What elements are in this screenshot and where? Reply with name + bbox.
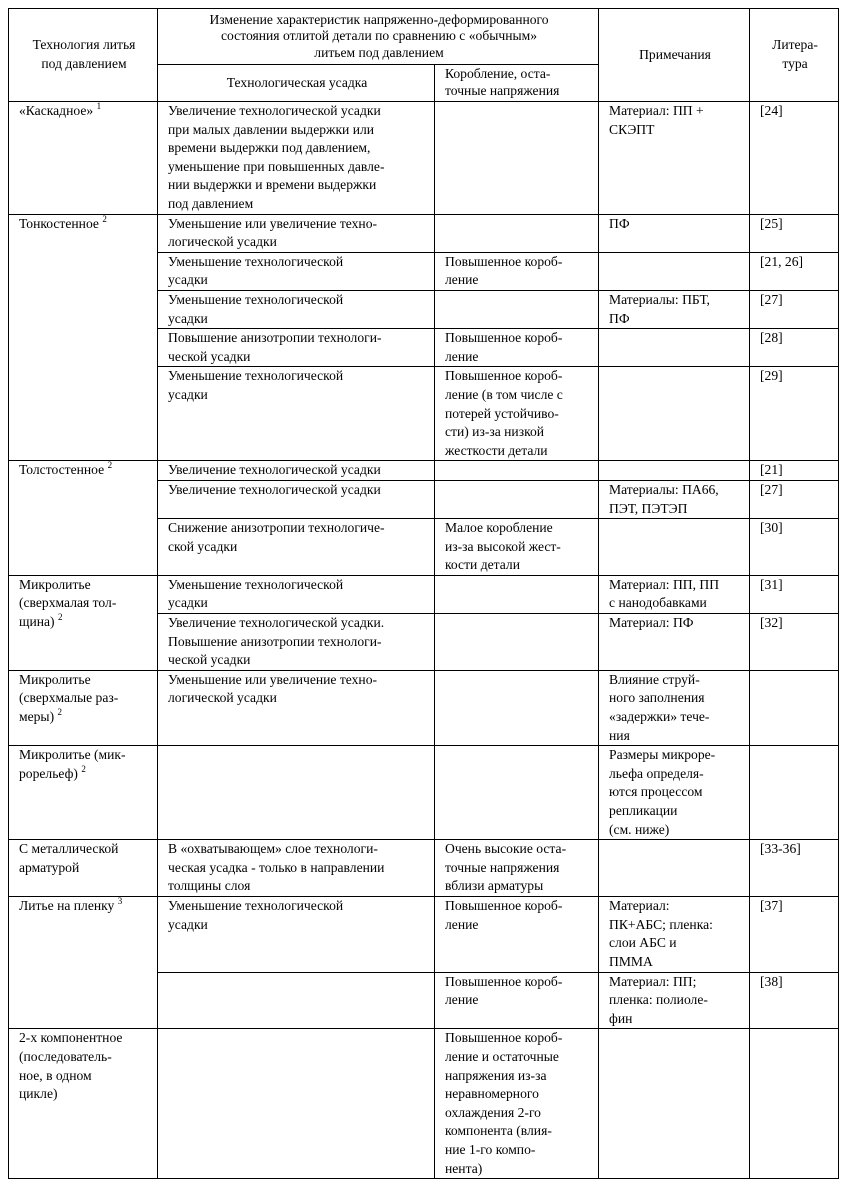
notes-cell [599, 840, 750, 897]
notes-cell: Материал: ПП + СКЭПТ [599, 102, 750, 215]
notes-cell [599, 252, 750, 290]
literature-cell: [27] [750, 290, 839, 328]
shrinkage-cell [158, 972, 435, 1029]
literature-cell: [37] [750, 897, 839, 972]
table-row [9, 746, 839, 840]
technology-text: 2-х компонентное (последователь- ное, в одном цикле) [19, 1030, 123, 1102]
warpage-cell [435, 102, 599, 215]
literature-cell: [21, 26] [750, 252, 839, 290]
footnote-mark: 2 [57, 707, 62, 718]
footnote-mark: 2 [81, 763, 86, 774]
shrinkage-cell: Повышение анизотропии технологи- ческой усадки [158, 329, 435, 367]
warpage-cell: Очень высокие оста- точные напряжения вблизи арматуры [435, 840, 599, 897]
literature-cell: [27] [750, 480, 839, 518]
warpage-cell [435, 670, 599, 745]
warpage-cell [435, 614, 599, 671]
technology-cell [9, 575, 158, 670]
technology-text: Микролитье (сверхмалая тол- щина) [19, 576, 117, 630]
literature-cell: [29] [750, 367, 839, 461]
warpage-cell: Повышенное короб- ление [435, 252, 599, 290]
table-row [9, 214, 839, 252]
properties-table [8, 8, 839, 1179]
technology-cell [9, 1029, 158, 1179]
literature-cell: [31] [750, 575, 839, 613]
shrinkage-cell: Уменьшение технологической усадки [158, 252, 435, 290]
technology-text: Тонкостенное [19, 215, 99, 231]
technology-text: Литье на пленку [19, 898, 115, 914]
notes-cell: Влияние струй- ного заполнения «задержки» тече- ния [599, 670, 750, 745]
table-row [9, 102, 839, 215]
literature-cell [750, 1029, 839, 1179]
table-row [9, 840, 839, 897]
shrinkage-cell: В «охватывающем» слое технологи- ческая усадка - только в направлении толщины слоя [158, 840, 435, 897]
footnote-mark: 2 [107, 460, 113, 471]
notes-cell: Материал: ПП, ПП с нанодобавками [599, 575, 750, 613]
header-warpage: Коробление, оста- точные напряжения [435, 65, 599, 102]
shrinkage-cell [158, 1029, 435, 1179]
header-notes: Примечания [599, 9, 750, 102]
literature-cell: [28] [750, 329, 839, 367]
shrinkage-cell: Увеличение технологической усадки. Повышение анизотропии технологи- ческой усадки [158, 614, 435, 671]
literature-cell: [30] [750, 519, 839, 576]
warpage-cell [435, 461, 599, 481]
literature-cell: [24] [750, 102, 839, 215]
notes-cell [599, 461, 750, 481]
warpage-cell: Повышенное короб- ление [435, 972, 599, 1029]
notes-cell: ПФ [599, 214, 750, 252]
warpage-cell [435, 575, 599, 613]
warpage-cell: Малое коробление из-за высокой жест- кости детали [435, 519, 599, 576]
technology-text: Микролитье (сверхмалые раз- меры) [19, 671, 119, 725]
header-row-1 [9, 9, 839, 65]
warpage-cell: Повышенное короб- ление [435, 329, 599, 367]
literature-cell: [38] [750, 972, 839, 1029]
technology-cell [9, 840, 158, 897]
shrinkage-cell: Уменьшение технологической усадки [158, 367, 435, 461]
notes-cell: Материалы: ПБТ, ПФ [599, 290, 750, 328]
literature-cell [750, 670, 839, 745]
header-change: Изменение характеристик напряженно-деформированного состояния отлитой детали по сравнению с «обычным» литьем под давлением [158, 9, 599, 65]
notes-cell: Материал: ПП; пленка: полиоле- фин [599, 972, 750, 1029]
footnote-mark: 1 [96, 101, 102, 111]
shrinkage-cell [158, 746, 435, 840]
header-technology: Технология литья под давлением [9, 9, 158, 102]
technology-text: «Каскадное» [19, 103, 94, 118]
notes-cell [599, 367, 750, 461]
technology-text: С металлической арматурой [19, 841, 119, 875]
shrinkage-cell: Уменьшение или увеличение техно- логической усадки [158, 214, 435, 252]
technology-text: Толстостенное [19, 462, 105, 478]
shrinkage-cell: Увеличение технологической усадки [158, 461, 435, 481]
literature-cell: [32] [750, 614, 839, 671]
warpage-cell: Повышенное короб- ление [435, 897, 599, 972]
notes-cell: Размеры микроре- льефа определя- ются процессом репликации (см. ниже) [599, 746, 750, 840]
footnote-mark: 3 [117, 896, 123, 907]
notes-cell [599, 329, 750, 367]
shrinkage-cell: Увеличение технологической усадки при малых давлении выдержки или времени выдержки под давлением, уменьшение при повышенных давле- нии выдержки и времени выдержки под давлением [158, 102, 435, 215]
literature-cell: [25] [750, 214, 839, 252]
shrinkage-cell: Уменьшение технологической усадки [158, 575, 435, 613]
warpage-cell: Повышенное короб- ление и остаточные напряжения из-за неравномерного охлаждения 2-го компонента (влия- ние 1-го компо- нента) [435, 1029, 599, 1179]
header-shrinkage: Технологическая усадка [158, 65, 435, 102]
shrinkage-cell: Снижение анизотропии технологиче- ской усадки [158, 519, 435, 576]
table-row [9, 575, 839, 613]
shrinkage-cell: Уменьшение технологической усадки [158, 897, 435, 972]
notes-cell [599, 519, 750, 576]
notes-cell: Материал: ПК+АБС; пленка: слои АБС и ПММА [599, 897, 750, 972]
technology-text: Микролитье (мик- рорельеф) [19, 747, 126, 781]
warpage-cell: Повышенное короб- ление (в том числе с потерей устойчиво- сти) из-за низкой жесткости детали [435, 367, 599, 461]
technology-cell [9, 102, 158, 215]
notes-cell: Материалы: ПА66, ПЭТ, ПЭТЭП [599, 480, 750, 518]
header-literature: Литера- тура [750, 9, 839, 102]
literature-cell: [21] [750, 461, 839, 481]
warpage-cell [435, 746, 599, 840]
footnote-mark: 2 [102, 213, 107, 224]
shrinkage-cell: Уменьшение технологической усадки [158, 290, 435, 328]
notes-cell [599, 1029, 750, 1179]
technology-cell [9, 746, 158, 840]
technology-cell [9, 897, 158, 1029]
table-row [9, 1029, 839, 1179]
technology-cell [9, 670, 158, 745]
literature-cell [750, 746, 839, 840]
shrinkage-cell: Уменьшение или увеличение техно- логической усадки [158, 670, 435, 745]
table-row [9, 670, 839, 745]
footnote-mark: 2 [57, 612, 63, 623]
technology-cell [9, 461, 158, 576]
literature-cell: [33-36] [750, 840, 839, 897]
table-row [9, 461, 839, 481]
shrinkage-cell: Увеличение технологической усадки [158, 480, 435, 518]
notes-cell: Материал: ПФ [599, 614, 750, 671]
technology-cell [9, 214, 158, 461]
table-row [9, 897, 839, 972]
warpage-cell [435, 480, 599, 518]
warpage-cell [435, 290, 599, 328]
warpage-cell [435, 214, 599, 252]
